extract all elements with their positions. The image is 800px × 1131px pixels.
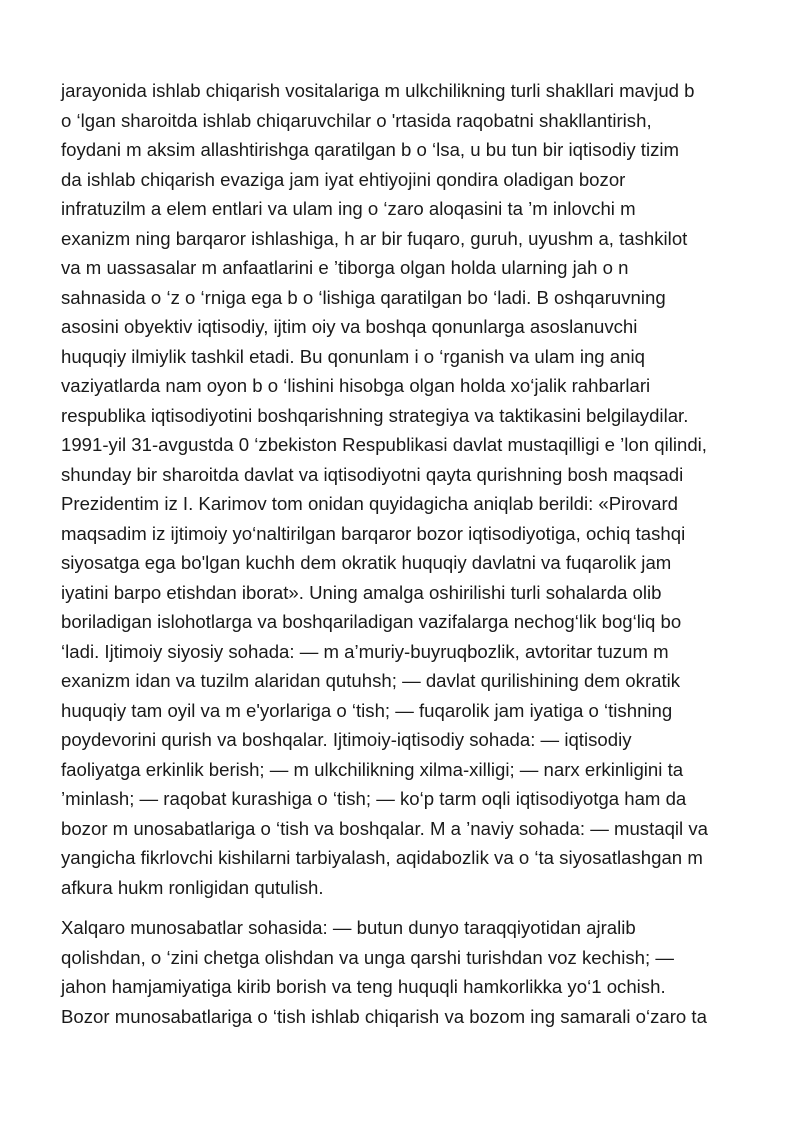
text-line: siyosatga ega bo'lgan kuchh dem okratik huquqiy davlatni va fuqarolik jam [61, 552, 672, 573]
text-line: boriladigan islohotlarga va boshqariladigan vazifalarga nechog‘lik bog‘liq bo [61, 611, 682, 632]
text-line: jahon hamjamiyatiga kirib borish va teng huquqli hamkorlikka yo‘1 ochish. [61, 976, 666, 997]
text-line: huquqiy ilmiylik tashkil etadi. Bu qonunlam i o ‘rganish va ulam ing aniq [61, 345, 645, 367]
text-line: asosini obyektiv iqtisodiy, ijtim oiy va boshqa qonunlarga asoslanuvchi [61, 316, 638, 337]
text-line: vaziyatlarda nam oyon b o ‘lishini hisobga olgan holda xo‘jalik rahbarlari [61, 375, 651, 396]
paragraph [61, 913, 751, 1031]
text-line: infratuzilm a elem entlari va ulam ing o ‘zaro aloqasini ta ’m inlovchi m [61, 198, 636, 219]
text-line: exanizm ning barqaror ishlashiga, h ar bir fuqaro, guruh, uyushm a, tashkilot [61, 227, 688, 249]
text-line: foydani m aksim allashtirishga qaratilgan b o ‘lsa, u bu tun bir iqtisodiy tizim [61, 139, 680, 160]
text-line: Prezidentim iz I. Karimov tom onidan quyidagicha aniqlab berildi: «Pirovard [61, 493, 679, 514]
text-line: afkura hukm ronligidan qutulish. [61, 876, 324, 898]
text-line: Bozor munosabatlariga o ‘tish ishlab chiqarish va bozom ing samarali o‘zaro ta [61, 1005, 707, 1027]
text-line: poydevorini qurish va boshqalar. Ijtimoiy-iqtisodiy sohada: — iqtisodiy [61, 729, 632, 750]
text-line: respublika iqtisodiyotini boshqarishning strategiya va taktikasini belgilaydilar. [61, 404, 689, 426]
text-line: yangicha fikrlovchi kishilarni tarbiyalash, aqidabozlik va o ‘ta siyosatlashgan m [61, 847, 703, 868]
text-line: bozor m unosabatlariga o ‘tish va boshqalar. M a ’naviy sohada: — mustaqil va [61, 817, 708, 839]
text-line: da ishlab chiqarish evaziga jam iyat ehtiyojini qondira oladigan bozor [61, 168, 626, 190]
text-line: va m uassasalar m anfaatlarini e ’tiborga olgan holda ularning jah o n [61, 257, 629, 278]
text-line: jarayonida ishlab chiqarish vositalariga m ulkchilikning turli shakllari mavjud b [61, 80, 695, 101]
text-line: huquqiy tam oyil va m e'yorlariga o ‘tish; — fuqarolik jam iyatiga o ‘tishning [61, 699, 673, 721]
text-line: iyatini barpo etishdan iborat». Uning amalga oshirilishi turli sohalarda olib [61, 581, 662, 603]
text-line: Xalqaro munosabatlar sohasida: — butun dunyo taraqqiyotidan ajralib [61, 917, 636, 938]
document-body [61, 76, 751, 1031]
text-line: exanizm idan va tuzilm alaridan qutuhsh; — davlat qurilishining dem okratik [61, 670, 681, 691]
text-line: ‘ladi. Ijtimoiy siyosiy sohada: — m a’muriy-buyruqbozlik, avtoritar tuzum m [61, 640, 669, 662]
text-line: faoliyatga erkinlik berish; — m ulkchilikning xilma-xilligi; — narx erkinligini ta [61, 758, 684, 780]
paragraph [61, 76, 751, 902]
text-line: qolishdan, o ‘zini chetga olishdan va unga qarshi turishdan voz kechish; — [61, 946, 674, 968]
text-line: sahnasida o ‘z o ‘rniga ega b o ‘lishiga qaratilgan bo ‘ladi. B oshqaruvning [61, 286, 666, 308]
text-line: ’minlash; — raqobat kurashiga o ‘tish; — ko‘p tarm oqli iqtisodiyotga ham da [61, 788, 687, 809]
text-line: 1991-yil 31-avgustda 0 ‘zbekiston Respublikasi davlat mustaqilligi e ’lon qilindi, [61, 434, 707, 455]
text-line: shunday bir sharoitda davlat va iqtisodiyotni qayta qurishning bosh maqsadi [61, 463, 684, 485]
text-line: maqsadim iz ijtimoiy yo‘naltirilgan barqaror bozor iqtisodiyotiga, ochiq tashqi [61, 522, 686, 544]
text-line: o ‘lgan sharoitda ishlab chiqaruvchilar o 'rtasida raqobatni shakllantirish, [61, 109, 652, 131]
